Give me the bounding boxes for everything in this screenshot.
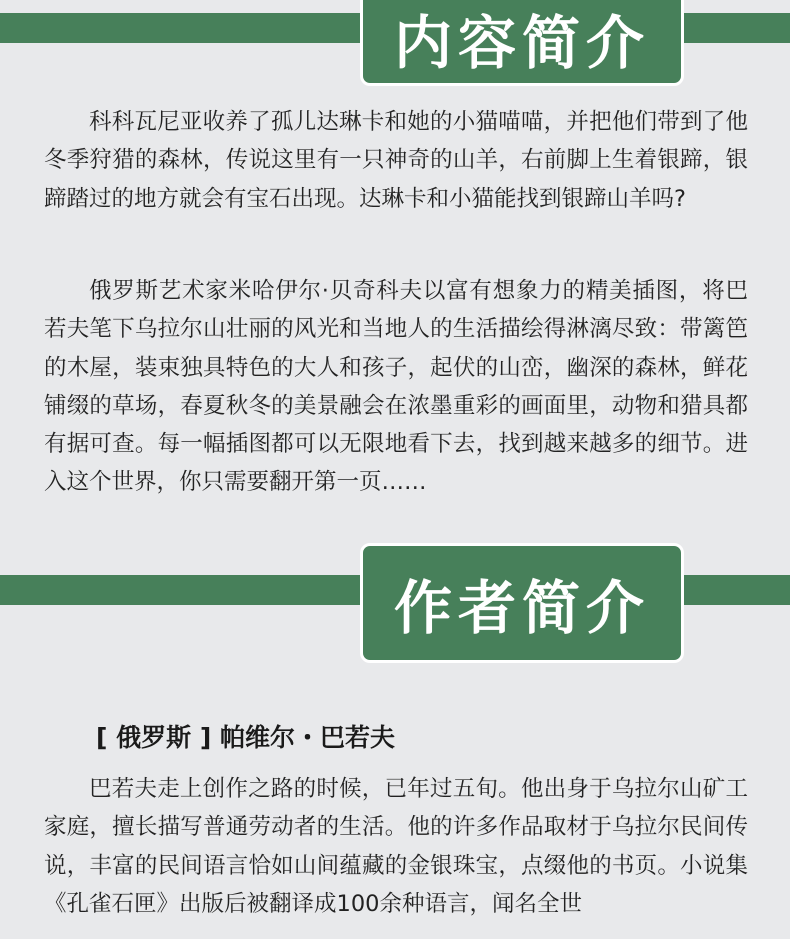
intro-paragraph-2: 俄罗斯艺术家米哈伊尔·贝奇科夫以富有想象力的精美插图，将巴若夫笔下乌拉尔山壮丽的风光和当地人的生活描绘得淋漓尽致：带篱笆的木屋，装束独具特色的大人和孩子，起伏的山峦，幽深的森林，鲜花铺缀的草场，春夏秋冬的美景融会在浓墨重彩的画面里，动物和猎具都有据可查。每一幅插图都可以无限地看下去，找到越来越多的细节。进入这个世界，你只需要翻开第一页…… (44, 278, 748, 496)
author-paragraph-1: 巴若夫走上创作之路的时候，已年过五旬。他出身于乌拉尔山矿工家庭，擅长描写普通劳动者的生活。他的许多作品取材于乌拉尔民间传说，丰富的民间语言恰如山间蕴藏的金银珠宝，点缀他的书页。小说集《孔雀石匣》出版后被翻译成100余种语言，闻名全世 (44, 776, 748, 917)
section-title-author: 作者简介 (360, 543, 684, 663)
intro-paragraph-1: 科科瓦尼亚收养了孤儿达琳卡和她的小猫喵喵，并把他们带到了他冬季狩猎的森林，传说这里有一只神奇的山羊，右前脚上生着银蹄，银蹄踏过的地方就会有宝石出现。达琳卡和小猫能找到银蹄山羊吗? (44, 109, 748, 212)
section-title-intro: 内容简介 (360, 0, 684, 86)
author-name: [ 俄罗斯 ] 帕维尔・巴若夫 (96, 723, 395, 752)
